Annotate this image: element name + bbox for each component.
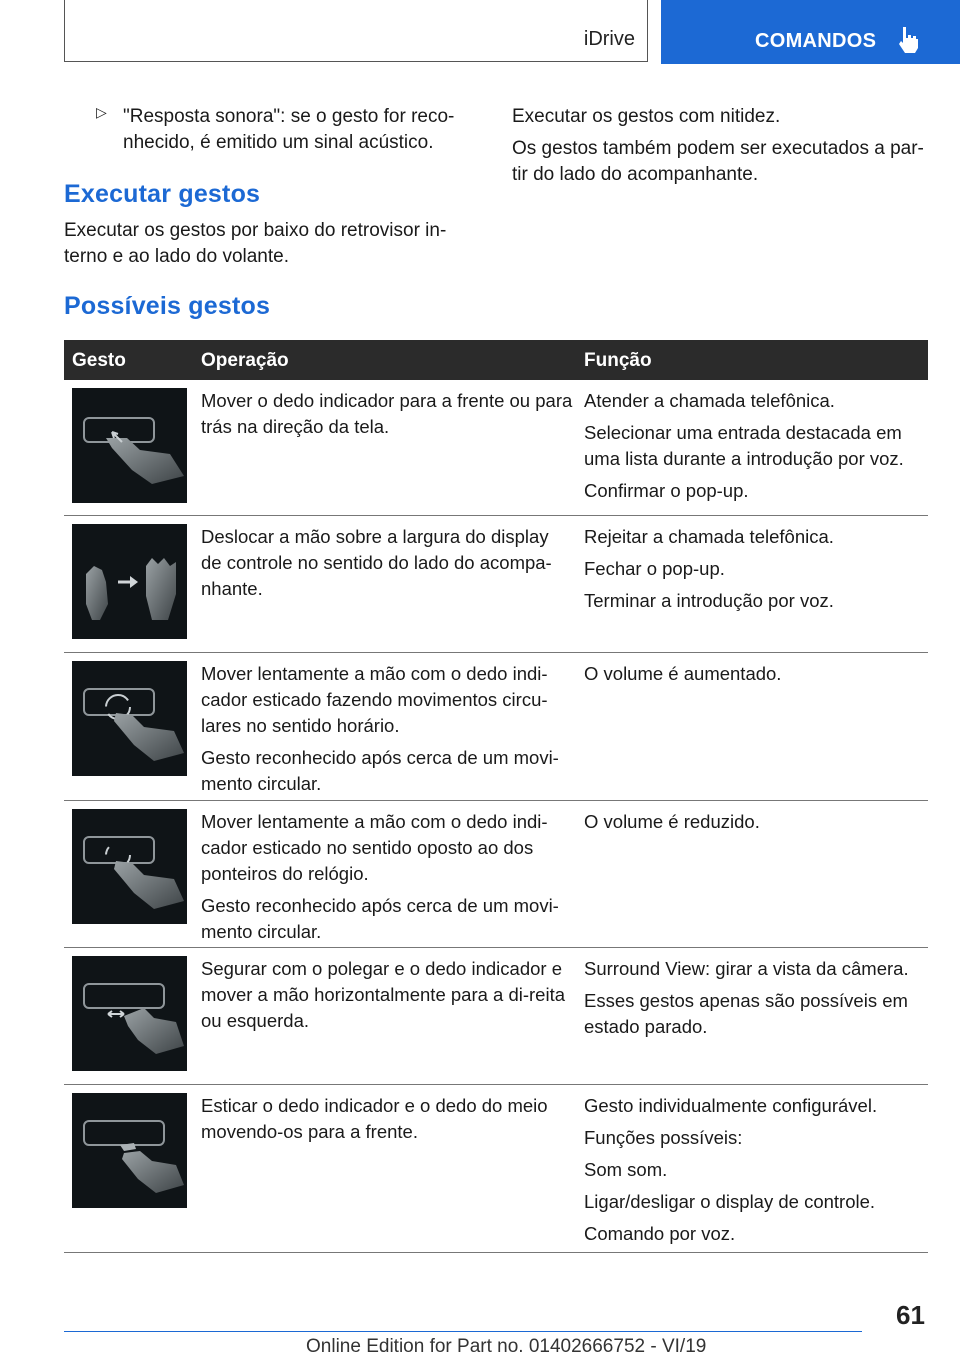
swipe-hand-gesture-icon — [72, 524, 187, 639]
function-text: Terminar a introdução por voz. — [584, 590, 834, 611]
function-text: Gesto individualmente configurável. — [584, 1095, 878, 1116]
table-row — [64, 948, 928, 1085]
footer-divider — [64, 1331, 862, 1332]
heading-possiveis-gestos: Possíveis gestos — [64, 292, 271, 320]
pointing-hand-icon — [897, 26, 921, 54]
operation-text: Gesto reconhecido após cerca de um movi-mento circular. — [201, 895, 559, 942]
chapter-title: COMANDOS — [755, 30, 877, 52]
operation-text: Esticar o dedo indicador e o dedo do meio movendo-os para a frente. — [201, 1095, 548, 1142]
function-text: Atender a chamada telefônica. — [584, 390, 835, 411]
table-row — [64, 653, 928, 801]
function-text: Selecionar uma entrada destacada em uma lista durante a introdução por voz. — [584, 422, 904, 469]
function-text: Esses gestos apenas são possíveis em estado parado. — [584, 990, 908, 1037]
function-text: Som som. — [584, 1159, 668, 1180]
operation-text: Segurar com o polegar e o dedo indicador e mover a mão horizontalmente para a di-reita ou esquerda. — [201, 958, 566, 1031]
point-forward-gesture-icon — [72, 388, 187, 503]
bullet-triangle-icon: ▷ — [96, 104, 107, 120]
function-text: Comando por voz. — [584, 1223, 736, 1244]
function-text: Fechar o pop-up. — [584, 558, 725, 579]
two-finger-forward-gesture-icon — [72, 1093, 187, 1208]
col-header-funcao: Função — [584, 350, 652, 371]
function-text: Rejeitar a chamada telefônica. — [584, 526, 834, 547]
function-text: O volume é aumentado. — [584, 663, 782, 684]
table-header — [64, 340, 928, 380]
gestures-table — [64, 340, 928, 1253]
table-row — [64, 801, 928, 948]
bullet-text: "Resposta sonora": se o gesto for reco-nhecido, é emitido um sinal acústico. — [123, 106, 455, 153]
operation-text: Mover o dedo indicador para a frente ou para trás na direção da tela. — [201, 390, 573, 437]
function-text: O volume é reduzido. — [584, 811, 760, 832]
function-text: Surround View: girar a vista da câmera. — [584, 958, 909, 979]
pinch-and-move-gesture-icon — [72, 956, 187, 1071]
footer-edition-text: Online Edition for Part no. 01402666752 - VI/19 — [306, 1336, 707, 1357]
rotate-counterclockwise-gesture-icon — [72, 809, 187, 924]
table-row — [64, 1085, 928, 1253]
col-header-operacao: Operação — [201, 350, 289, 371]
operation-text: Gesto reconhecido após cerca de um movi-mento circular. — [201, 747, 559, 794]
page-number: 61 — [896, 1300, 925, 1330]
right-para-1: Executar os gestos com nitidez. — [512, 106, 781, 127]
header-section-tab — [64, 0, 648, 62]
table-row — [64, 380, 928, 516]
operation-text: Deslocar a mão sobre a largura do display de controle no sentido do lado do acompa-nhante. — [201, 526, 552, 599]
table-row — [64, 516, 928, 653]
function-text: Funções possíveis: — [584, 1127, 743, 1148]
section-title: iDrive — [583, 28, 635, 50]
rotate-clockwise-gesture-icon — [72, 661, 187, 776]
operation-text: Mover lentamente a mão com o dedo indi-cador esticado no sentido oposto ao dos ponteiros do relógio. — [201, 811, 548, 884]
right-para-2: Os gestos também podem ser executados a par-tir do lado do acompanhante. — [512, 138, 924, 185]
operation-text: Mover lentamente a mão com o dedo indi-cador esticado fazendo movimentos circu-lares no sentido horário. — [201, 663, 548, 736]
heading-executar-gestos: Executar gestos — [64, 180, 261, 208]
header-chapter-tab[interactable] — [661, 0, 960, 64]
col-header-gesto: Gesto — [72, 350, 126, 371]
function-text: Confirmar o pop-up. — [584, 480, 749, 501]
function-text: Ligar/desligar o display de controle. — [584, 1191, 876, 1212]
paragraph-executar: Executar os gestos por baixo do retrovisor in-terno e ao lado do volante. — [64, 220, 447, 267]
